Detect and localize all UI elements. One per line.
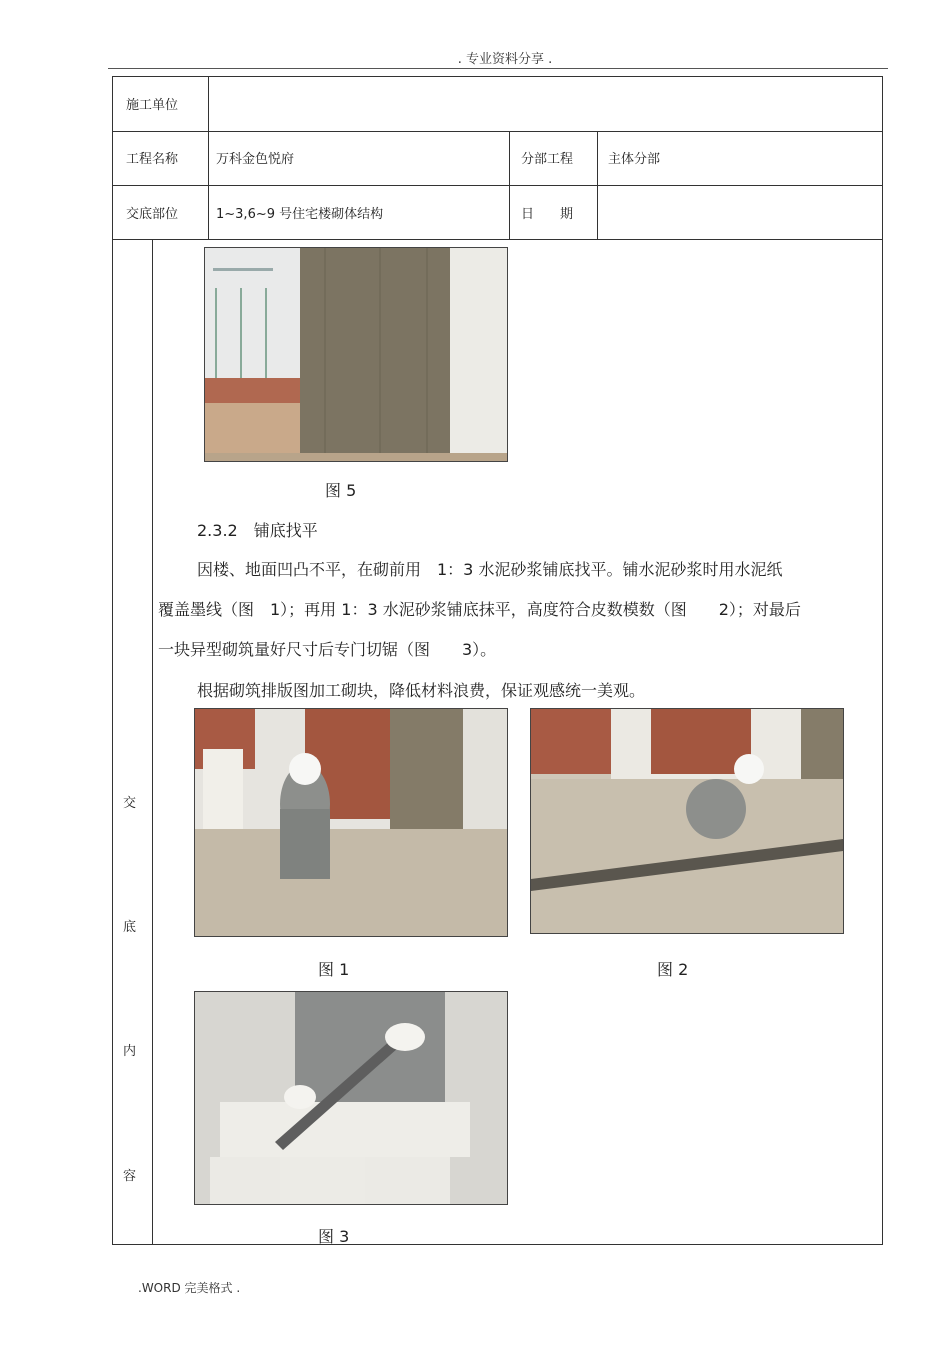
- section-heading: 2.3.2 铺底找平: [197, 521, 318, 540]
- table-border-top: [112, 76, 883, 77]
- figure-3-caption: 图 3: [318, 1227, 350, 1246]
- sub-project-label: 分部工程: [521, 152, 574, 167]
- side-label-char: 内: [123, 1044, 137, 1059]
- paragraph-line: 因楼、地面凹凸不平，在砌前用 1：3 水泥砂浆铺底找平。铺水泥砂浆时用水泥纸: [197, 560, 783, 579]
- project-name-label: 工程名称: [126, 152, 179, 167]
- header-rule: [108, 68, 888, 69]
- construction-unit-label: 施工单位: [126, 98, 179, 113]
- page-footer: .WORD 完美格式 .: [138, 1281, 241, 1295]
- date-label: 日 期: [521, 207, 574, 222]
- project-name-value: 万科金色悦府: [216, 152, 295, 167]
- table-rule: [112, 185, 883, 186]
- table-rule: [152, 239, 153, 1245]
- table-border-left: [112, 76, 113, 1245]
- table-rule: [597, 131, 598, 240]
- side-label-char: 容: [123, 1169, 137, 1184]
- figure-1-caption: 图 1: [318, 960, 350, 979]
- table-rule: [208, 76, 209, 240]
- table-border-bottom: [112, 1244, 883, 1245]
- figure-2-caption: 图 2: [657, 960, 689, 979]
- figure-3-photo: [194, 991, 508, 1205]
- table-rule: [509, 131, 510, 240]
- page-header: . 专业资料分享 .: [457, 52, 553, 67]
- paragraph-line: 覆盖墨线（图 1）；再用 1：3 水泥砂浆铺底抹平，高度符合皮数模数（图 2）；对最后: [158, 600, 801, 619]
- briefing-part-label: 交底部位: [126, 207, 179, 222]
- side-label-char: 交: [123, 796, 137, 811]
- paragraph-line: 一块异型砌筑量好尺寸后专门切锯（图 3）。: [158, 640, 497, 659]
- paragraph-line: 根据砌筑排版图加工砌块，降低材料浪费，保证观感统一美观。: [197, 681, 646, 700]
- table-rule: [112, 239, 883, 240]
- side-label-char: 底: [123, 920, 137, 935]
- figure-2-photo: [530, 708, 844, 934]
- figure-5-photo: [204, 247, 508, 462]
- sub-project-value: 主体分部: [608, 152, 661, 167]
- figure-5-caption: 图 5: [325, 481, 357, 500]
- figure-1-photo: [194, 708, 508, 937]
- table-rule: [112, 131, 883, 132]
- briefing-part-value: 1~3,6~9 号住宅楼砌体结构: [216, 207, 384, 222]
- table-border-right: [882, 76, 883, 1245]
